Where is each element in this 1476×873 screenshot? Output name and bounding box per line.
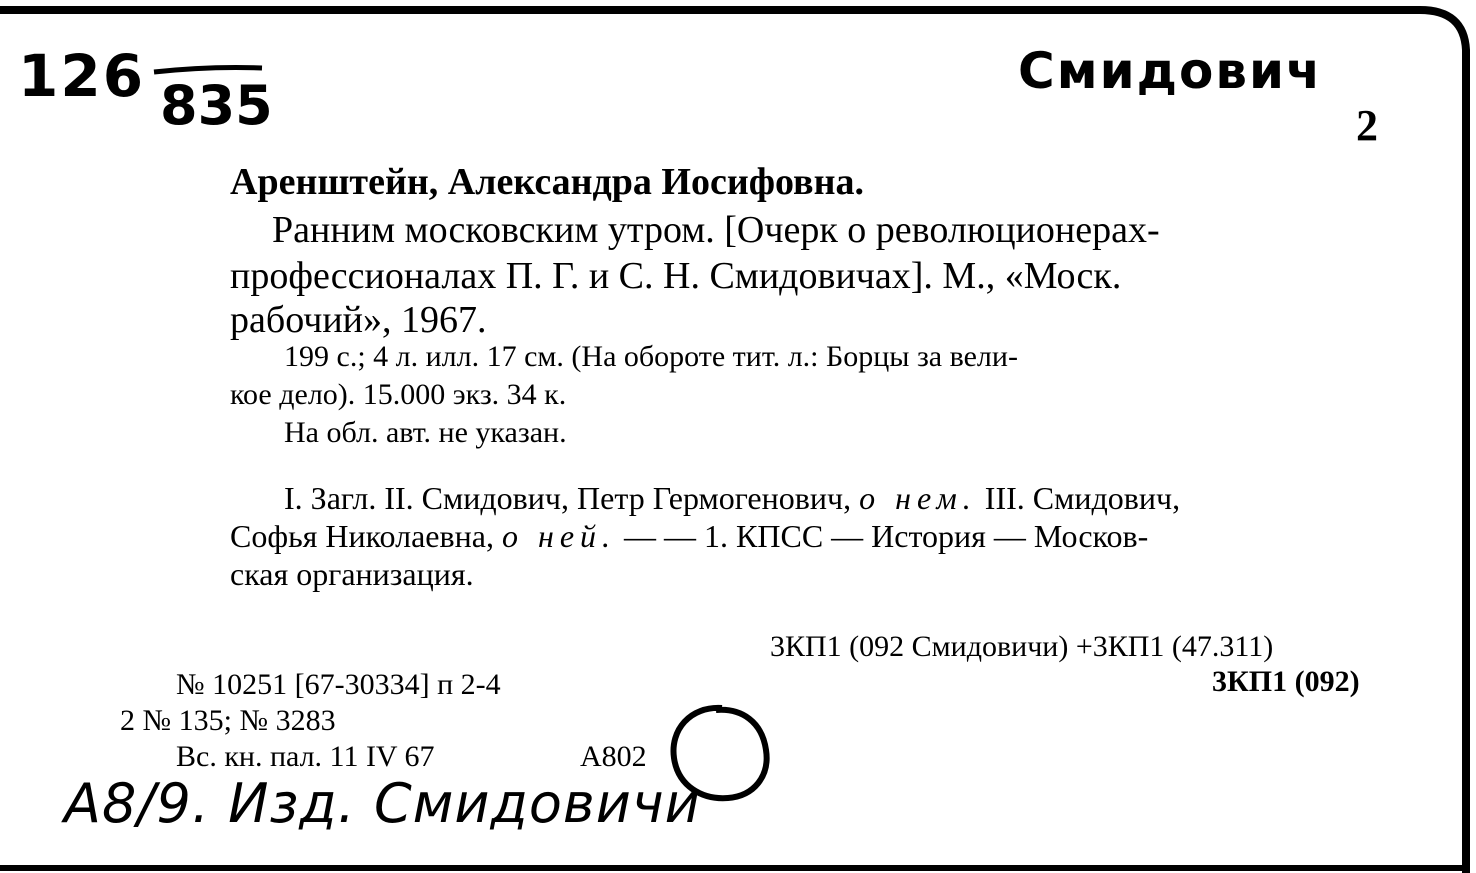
tracings-line-2	[230, 518, 1148, 555]
title-line-3: рабочий», 1967.	[230, 299, 487, 341]
record-number-line-1: № 10251 [67-30334] п 2-4	[176, 668, 501, 701]
tracings-line-1-spaced: о нем.	[859, 480, 977, 516]
tracings-line-2-spaced: о ней.	[501, 518, 617, 554]
title-line-2: профессионалах П. Г. и С. Н. Смидовичах]. М., «Моск.	[230, 255, 1122, 297]
tracings-line-2-start: Софья Николаевна,	[230, 518, 494, 554]
record-number-line-3: Вс. кн. пал. 11 IV 67	[176, 740, 435, 773]
note-line: На обл. авт. не указан.	[284, 416, 567, 449]
tracings-line-1-end: III. Смидович,	[984, 480, 1181, 516]
tracings-line-3: ская организация.	[230, 556, 474, 592]
handwritten-bottom-note: А8/9. Изд. Смидовичи	[64, 772, 701, 835]
classification-line-2: 3КП1 (092)	[1212, 665, 1360, 698]
description-line-2: кое дело). 15.000 экз. 34 к.	[230, 378, 567, 411]
classification-line-1: 3КП1 (092 Смидовичи) +3КП1 (47.311)	[770, 630, 1274, 663]
record-number-line-2: 2 № 135; № 3283	[120, 704, 336, 737]
author-heading: Аренштейн, Александра Иосифовна.	[230, 161, 864, 203]
card-number: 2	[1356, 101, 1378, 150]
description-line-1: 199 с.; 4 л. илл. 17 см. (На обороте тит. л.: Борцы за вели-	[284, 340, 1018, 373]
shelfmark-bottom: 835	[160, 74, 273, 137]
tracings-line-2-end: — — 1. КПСС — История — Москов-	[624, 518, 1149, 554]
shelfmark-top: 126	[18, 42, 146, 110]
subject-name-handwritten: Смидович	[1018, 42, 1323, 100]
title-line-1: Ранним московским утром. [Очерк о революционерах-	[272, 209, 1160, 251]
tracings-line-1	[284, 480, 1180, 517]
stamp-code: А802	[580, 740, 647, 773]
tracings-line-1-start: I. Загл. II. Смидович, Петр Гермогенович,	[284, 480, 852, 516]
